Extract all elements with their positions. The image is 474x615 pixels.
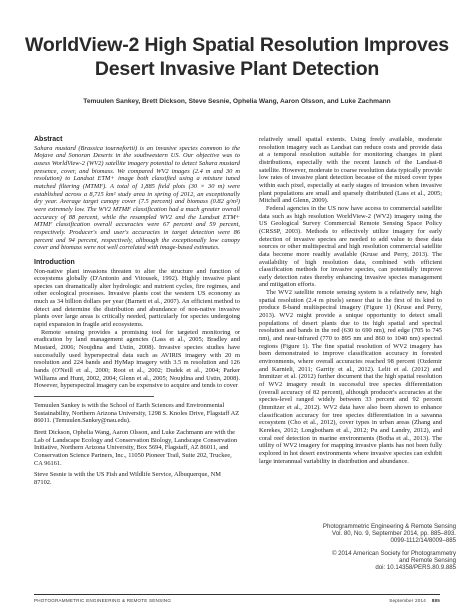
paper-title (0, 33, 474, 81)
intro-paragraph-2: Remote sensing provides a promising tool for targeted monitoring or eradication by land management agencies (Lass et al., 2005; Bradley and Mustard, 2006; Noujdina and Ustin, 2008). Invasive species studies have successfully used hyperspectral data such as AVIRIS imagery with 20 m resolution and 224 bands and HyMap imagery with 3.5 m resolution and 126 bands (O'Neill et al., 2000; Root et al., 2002; Dudek et al., 2004; Parker Williams and Hunt, 2002, 2004; Glenn et al., 2005; Noujdina and Ustin, 2008). However, hyperspectral imagery can be expensive to acquire and tends to cover (34, 328, 240, 390)
publication-info (290, 523, 456, 571)
body-paragraph-2: Federal agencies in the US now have access to commercial satellite data such as high resolution WorldView-2 (WV2) imagery using the US Geological Survey Commercial Remote Sensing Space Policy (CRSSP, 2003). Methods to effectively utilize imagery for early detection of invasive species are needed to add value to these data sources or other multispectral and high resolution commercial satellite data become more readily available (Kruse and Perry, 2013). The availability of high resolution data, combined with efficient classification methods for invasive species, can potentially improve early detection rates thereby enhancing invasive species management and mitigation efforts. (259, 204, 442, 289)
body-paragraph-1: relatively small spatial extents. Using freely available, moderate resolution imagery such as Landsat can reduce costs and provide data at a temporal resolution suitable for monitoring changes in plant distributions, especially with the recent launch of the Landsat-8 satellite. However, moderate to coarse resolution data typically provide low rates of invasive plant detection because of the mixed cover types within each pixel, especially at early stages of invasion when invasive plant populations are small and sparsely distributed (Lass et al., 2005; Mitchell and Glenn, 2009). (259, 136, 442, 205)
footer-journal: PHOTOGRAMMETRIC ENGINEERING & REMOTE SENSING (34, 598, 172, 603)
title-line-1: WorldView-2 High Spatial Resolution Improves (25, 34, 449, 56)
intro-paragraph-1: Non-native plant invasions threaten to alter the structure and function of ecosystems globally (D'Antonio and Vitousek, 1992). Highly invasive plant species can dramatically alter hydrologic and nutrient cycles, fire regimes, and other ecological processes. Invasive plants cost the western US economy as much as 34 billion dollars per year (Barnett et al., 2007). An efficient method to detect and determine the distribution and abundance of non-native invasive plants over large areas is critically needed, particularly for species undergoing rapid expansion in fragile arid ecosystems. (34, 267, 240, 329)
pub-code: 0099-1112/14/8009–885 (390, 537, 456, 545)
pub-journal: Photogrammetric Engineering & Remote Sensing (322, 523, 456, 530)
page-number: 885 (431, 598, 440, 603)
page-footer (34, 594, 440, 603)
body-paragraph-3: The WV2 satellite remote sensing system is a relatively new, high spatial resolution (2.4 m pixels) sensor that is the first of its kind to produce 8-band multispectral imagery (Figure 1) (Kruse and Perry, 2013). WV2 might provide a unique opportunity to detect small populations of desert plants due to its high spatial and spectral resolution and bands in the red (630 to 690 nm), red edge (705 to 745 nm), and near-infrared (770 to 895 nm and 860 to 1040 nm) spectral regions (Figure 1). The fine spatial resolution of WV2 imagery has been demonstrated to improve classification accuracy in forested environments, where overall accuracies reached 98 percent (Ozdemir and Karnieli, 2011; Garrity et al., 2012). Lelit et al. (2012) and Immitzer et al. (2012) further document that the high spatial resolution of WV2 imagery result in successful tree species differentiation (overall accuracy of 82 percent), although producer's accuracies at the species-level ranged widely between 33 percent and 92 percent (Immitzer et al., 2012). WV2 data have also been shown to enhance classification accuracy for tree species differentiation in a savanna ecosystem (Cho et al., 2012), cover types in urban areas (Zhang and Kerekes, 2012; Longbotham et al., 2012; Pu and Landry, 2012), and coral reef detection in marine environments (Botha et al., 2013). The utility of WV2 imagery for mapping invasive plants has not been fully explored in hot desert environments where invasive species can exhibit large interannual variability in distribution and abundance. (259, 289, 442, 465)
title-line-2: Desert Invasive Plant Detection (94, 58, 380, 80)
abstract-text: Sahara mustard (Brassica tournefortii) is an invasive species common to the Mojave and Sonoran Deserts in the southwestern US. Our objective was to assess WorldView-2 (WV2) satellite imagery potential to detect Sahara mustard presence, cover, and biomass. We compared WV2 images (2.4 m and 30 m resolution) to Landsat ETM+ image both classified using a mixture tuned matched filtering (MTMF). A total of 1,885 field plots (30 × 30 m) were established across a 8,715 km² study area in spring of 2012, an exceptionally dry year. Average target canopy cover (7.5 percent) and biomass (0.82 g/m²) were extremely low. The WV2 MTMF classification had a much greater overall accuracy of 88 percent, while the resampled WV2 and the Landsat ETM+ MTMF classification overall accuracies were 67 percent and 59 percent, respectively. Producer's and user's accuracies in target detection were 86 percent and 94 percent, respectively, although the exceptionally low canopy cover and biomass were not well correlated with image-based estimates. (34, 144, 240, 252)
affiliation-3: Steve Sesnie is with the US Fish and Wildlife Service, Albuquerque, NM 87102. (34, 471, 221, 486)
introduction-heading: Introduction (34, 258, 75, 266)
affiliation-2: Brett Dickson, Ophelia Wang, Aaron Olsson, and Luke Zachmann are with the Lab of Landscape Ecology and Conservation Biology, Landscape Conservation Initiative, Northern Arizona University, Box 5694, Flagstaff, AZ 86011, and Conservation Science Partners, Inc., 11050 Pioneer Trail, Suite 202, Truckee, CA 96161. (34, 428, 238, 467)
pub-copyright-2: and Remote Sensing (399, 556, 456, 564)
affiliation-1: Temuulen Sankey is with the School of Earth Sciences and Environmental Sustainability, Northern Arizona University, 1298 S. Knoles Drive, Flagstaff AZ 86011. (Temuulen.Sankey@nau.edu). (34, 402, 240, 425)
abstract-heading: Abstract (34, 136, 63, 143)
pub-volume: Vol. 80, No. 9, September 2014, pp. 885–893. (332, 530, 456, 538)
affiliations (34, 402, 240, 487)
pub-copyright: © 2014 American Society for Photogrammetry (331, 549, 456, 557)
footnote-divider (34, 396, 154, 397)
right-column (259, 136, 442, 465)
author-list: Temuulen Sankey, Brett Dickson, Steve Sesnie, Ophelia Wang, Aaron Olsson, and Luke Zachmann (83, 98, 391, 105)
left-column (34, 136, 240, 491)
pub-doi: doi: 10.14358/PERS.80.9.885 (375, 564, 456, 572)
footer-date: September 2014 (389, 598, 426, 603)
